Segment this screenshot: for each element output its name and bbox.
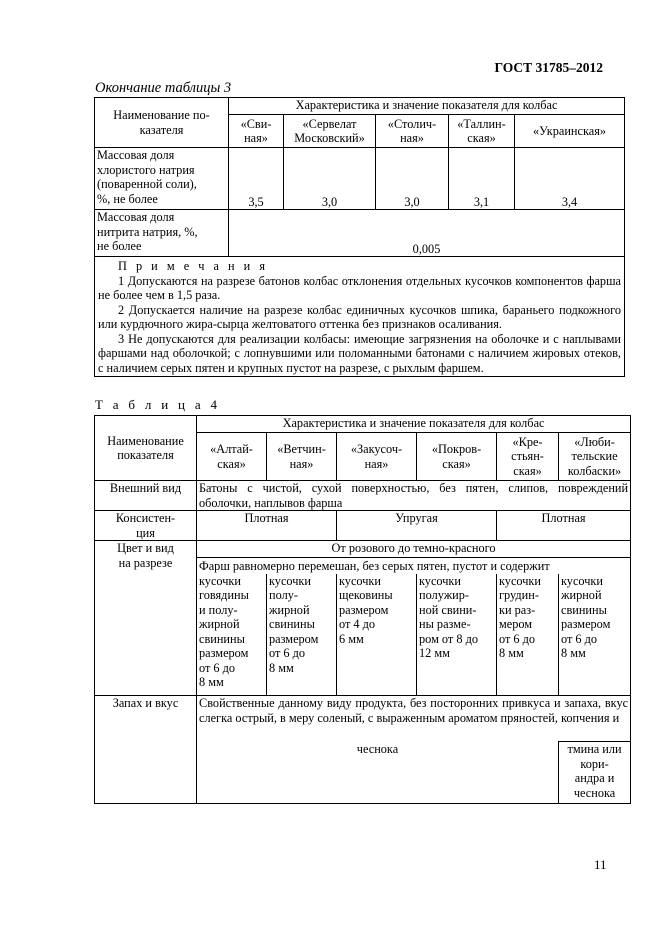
t3-col-header: «Сви- ная» (229, 115, 284, 148)
t4-col-header: «Алтай- ская» (197, 433, 267, 481)
table-3 (94, 97, 625, 377)
t4-cell: кусочки полужир- ной свини- ны разме- ром от 8 до 12 мм (417, 574, 497, 696)
t4-row-label: Запах и вкус (95, 696, 197, 804)
t3-row-label: Массовая доля хлористого натрия (поваренной соли), %, не более (95, 148, 229, 210)
t3-name-header: Наименование по- казателя (95, 98, 229, 148)
t4-group-header: Характеристика и значение показателя для колбас (197, 416, 631, 433)
t4-value: тмина или кори- андра и чеснока (559, 742, 631, 804)
t4-value: Плотная (497, 511, 631, 541)
t4-value: чеснока (197, 742, 559, 804)
t3-row-label: Массовая доля нитрита натрия, %, не более (95, 210, 229, 257)
t4-value: Свойственные данному виду продукта, без посторонних привкуса и запаха, вкус слегка острый, в меру соленый, с выраженным ароматом пряностей, копчения и (197, 696, 631, 742)
t4-value: Упругая (337, 511, 497, 541)
t3-group-header: Характеристика и значение показателя для колбас (229, 98, 625, 115)
table4-caption: Т а б л и ц а 4 (95, 397, 221, 412)
t3-notes (95, 257, 625, 377)
note-item: 3 Не допускаются для реализации колбасы: имеющие загрязнения на оболочке и с наплывами фаршами над оболочкой; с лопнувшими или поломанными батонами с наличием жировых отеков, с наличием серых пятен и крупных пустот на разрезе, с рыхлым фаршем. (98, 331, 622, 375)
t3-value: 3,0 (376, 148, 449, 210)
note-item: 1 Допускаются на разрезе батонов колбас отклонения отдельных кусочков компонентов фарша не более чем в 1,5 раза. (98, 273, 622, 302)
t4-col-header: «Закусоч- ная» (337, 433, 417, 481)
t4-cell: кусочки полу- жирной свинины размером от 6 до 8 мм (267, 574, 337, 696)
t4-value: Фарш равномерно перемешан, без серых пятен, пустот и содержит (197, 558, 631, 574)
t4-cell: кусочки говядины и полу- жирной свинины размером от 6 до 8 мм (197, 574, 267, 696)
t3-value: 3,5 (229, 148, 284, 210)
t3-value: 0,005 (229, 210, 625, 257)
t3-col-header: «Сервелат Московский» (284, 115, 376, 148)
t4-value: От розового до темно-красного (197, 541, 631, 558)
notes-title: П р и м е ч а н и я (118, 259, 268, 273)
t4-name-header: Наименование показателя (95, 416, 197, 481)
t4-value: Плотная (197, 511, 337, 541)
t4-value: Батоны с чистой, сухой поверхностью, без пятен, слипов, повреждений оболочки, наплывов фарша (197, 481, 631, 511)
t3-col-header: «Столич- ная» (376, 115, 449, 148)
t3-value: 3,0 (284, 148, 376, 210)
t4-cell: кусочки щековины размером от 4 до 6 мм (337, 574, 417, 696)
t4-row-label: Внешний вид (95, 481, 197, 511)
table3-caption: Окончание таблицы 3 (95, 80, 232, 96)
t4-row-label: Консистен- ция (95, 511, 197, 541)
t3-col-header: «Украинская» (515, 115, 625, 148)
t4-col-header: «Кре- стьян- ская» (497, 433, 559, 481)
t3-value: 3,4 (515, 148, 625, 210)
t4-col-header: «Покров- ская» (417, 433, 497, 481)
t4-col-header: «Ветчин- ная» (267, 433, 337, 481)
t4-col-header: «Люби- тельские колбаски» (559, 433, 631, 481)
t3-col-header: «Таллин- ская» (449, 115, 515, 148)
page-number: 11 (594, 857, 607, 872)
t4-cell: кусочки жирной свинины размером от 6 до 8 мм (559, 574, 631, 696)
t4-row-label: Цвет и вид на разрезе (95, 541, 197, 696)
note-item: 2 Допускается наличие на разрезе колбас единичных кусочков шпика, бараньего подкожного или курдючного жира-сырца желтоватого оттенка без признаков осаливания. (98, 302, 622, 331)
table-4 (94, 415, 631, 804)
t4-cell: кусочки грудин- ки раз- мером от 6 до 8 мм (497, 574, 559, 696)
standard-number: ГОСТ 31785–2012 (494, 60, 603, 75)
t3-value: 3,1 (449, 148, 515, 210)
